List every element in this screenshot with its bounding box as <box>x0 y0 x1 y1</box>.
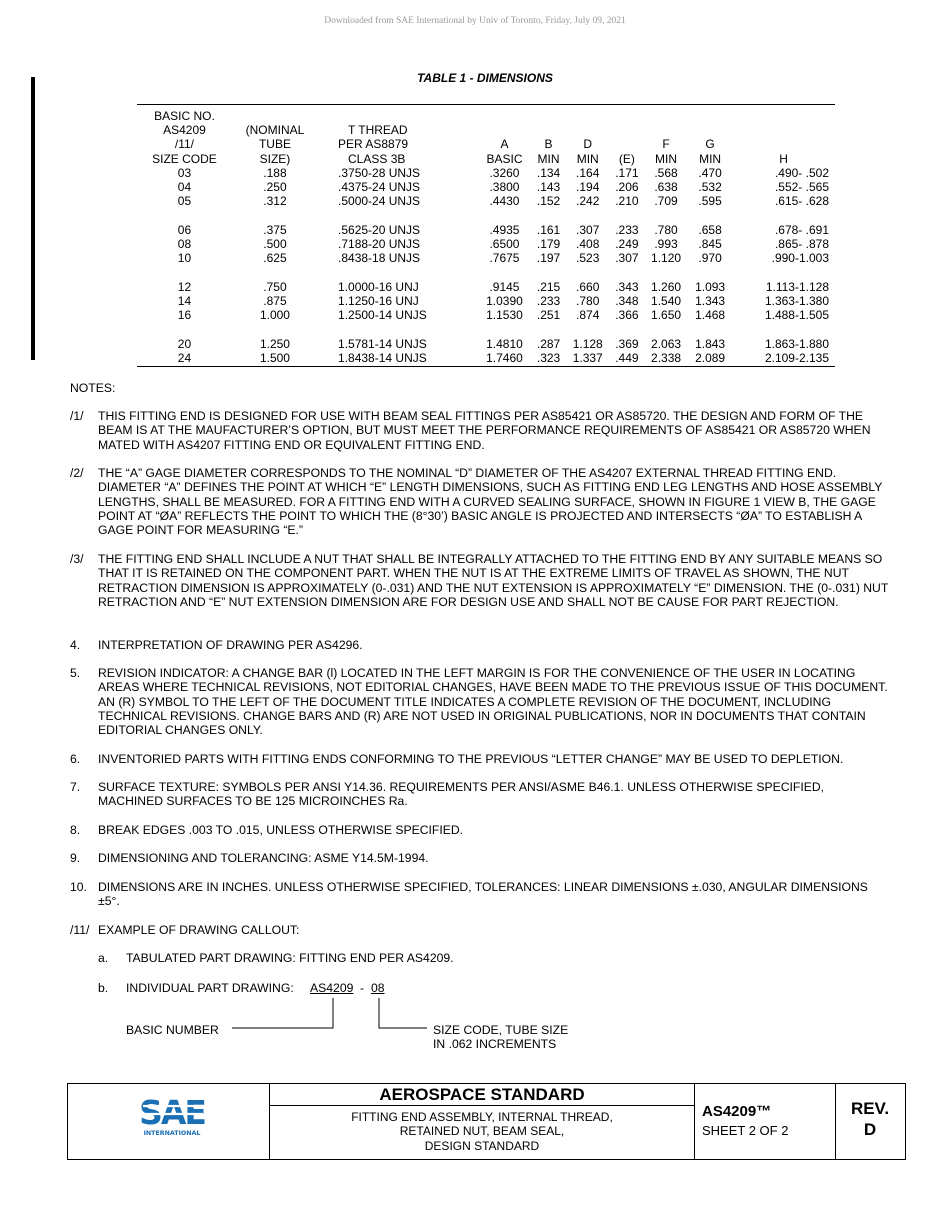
callout-a: a. TABULATED PART DRAWING: FITTING END PER AS4209. <box>98 951 454 965</box>
table-cell: 14 <box>177 294 192 309</box>
table-cell: 2.089 <box>695 351 726 366</box>
table-cell: .990-1.003 <box>771 251 829 266</box>
table-cell: .312 <box>263 194 287 209</box>
table-cell: .490- .502 <box>774 165 829 180</box>
table-cell: 24 <box>177 351 192 366</box>
sae-logo-subtext: INTERNATIONAL <box>143 1130 201 1137</box>
table-cell: .4375-24 UNJS <box>338 180 421 195</box>
table-cell: .7188-20 UNJS <box>338 237 421 252</box>
sae-logo <box>137 1094 207 1138</box>
table-cell: 1.5781-14 UNJS <box>338 337 427 352</box>
table-cell: 12 <box>177 280 192 295</box>
header-b: B MIN <box>537 137 560 166</box>
sae-logo-text: SAE <box>139 1094 205 1132</box>
standard-title: AEROSPACE STANDARD <box>270 1084 694 1106</box>
table-cell: .6500 <box>489 237 520 252</box>
header-e: (E) <box>618 151 635 166</box>
table-cell: .470 <box>698 165 722 180</box>
table-cell: 2.338 <box>651 351 682 366</box>
table-cell: .242 <box>576 194 600 209</box>
table-cell: .780 <box>576 294 600 309</box>
table-cell: .552- .565 <box>774 180 829 195</box>
revision: REV. D <box>850 1099 890 1139</box>
table-cell: 1.1250-16 UNJ <box>338 294 419 309</box>
header-a: A BASIC <box>486 137 523 166</box>
table-cell: 08 <box>177 237 192 252</box>
table-cell: .875 <box>263 294 287 309</box>
table-cell: 1.000 <box>259 308 290 323</box>
table-cell: .369 <box>615 337 639 352</box>
header-thread: T THREAD PER AS8879 CLASS 3B <box>338 123 409 166</box>
table-cell: .9145 <box>489 280 520 295</box>
sheet-number: SHEET 2 OF 2 <box>702 1123 789 1138</box>
header-tube-size: (NOMINAL TUBE SIZE) <box>245 123 305 166</box>
table-cell: .323 <box>536 351 561 366</box>
size-code-leader <box>379 998 427 1028</box>
table-cell: .845 <box>698 237 722 252</box>
table-cell: .215 <box>536 280 561 295</box>
header-size-code: BASIC NO. AS4209 /11/ SIZE CODE <box>152 109 217 166</box>
note-3: /3/ THE FITTING END SHALL INCLUDE A NUT THAT SHALL BE INTEGRALLY ATTACHED TO THE FITTING END BY ANY SUITABLE MEANS SO THAT IT IS RETAINED ON THE COMPONENT PART. WHEN THE NUT IS AT THE EXTREME LIMITS OF TRAVEL AS SHOWN, THE NUT RETRACTION DIMENSION IS APPROXIMATELY (0-.031) AND THE NUT EXTENSION IS APPROXIMATELY “E” DIMENSION. THE (0-.031) NUT RETRACTION AND “E” NUT EXTENSION DIMENSION ARE FOR DESIGN USE AND SHALL NOT BE CAUSE FOR PART REJECTION. <box>70 552 889 609</box>
table-cell: .171 <box>615 165 639 180</box>
notes-heading: NOTES: <box>70 381 116 395</box>
table-cell: 06 <box>177 222 192 237</box>
note-11: /11/ EXAMPLE OF DRAWING CALLOUT: <box>70 923 300 937</box>
note-5: 5. REVISION INDICATOR: A CHANGE BAR (l) LOCATED IN THE LEFT MARGIN IS FOR THE CONVENIENCE OF THE USER IN LOCATING AREAS WHERE TECHNICAL REVISIONS, NOT EDITORIAL CHANGES, HAVE BEEN MADE TO THE PREVIOUS ISSUE OF THIS DOCUMENT. AN (R) SYMBOL TO THE LEFT OF THE DOCUMENT TITLE INDICATES A COMPLETE REVISION OF THE DOCUMENT, INCLUDING TECHNICAL REVISIONS. CHANGE BARS AND (R) ARE NOT USED IN ORIGINAL PUBLICATIONS, NOR IN DOCUMENTS THAT CONTAIN EDITORIAL CHANGES ONLY. <box>70 666 888 738</box>
table-cell: 1.113-1.128 <box>765 280 829 295</box>
table-cell: .375 <box>263 222 287 237</box>
table-cell: 2.109-2.135 <box>764 351 829 366</box>
table-cell: 1.7460 <box>486 351 523 366</box>
header-h: H <box>779 151 788 166</box>
table-cell: .500 <box>263 237 287 252</box>
table-cell: 1.4810 <box>486 337 523 352</box>
table-cell: .449 <box>615 351 639 366</box>
table-cell: 03 <box>177 165 192 180</box>
table-cell: .3750-28 UNJS <box>338 165 421 180</box>
basic-number-leader <box>232 998 333 1028</box>
table-cell: 1.128 <box>572 337 603 352</box>
callout-size-code: 08 <box>371 981 385 995</box>
header-d: D MIN <box>576 137 599 166</box>
table-cell: .408 <box>576 237 600 252</box>
table-cell: .638 <box>654 180 678 195</box>
header-f: F MIN <box>655 137 678 166</box>
table-cell: .179 <box>536 237 561 252</box>
table-cell: .197 <box>536 251 561 266</box>
title-block-doc-cell <box>694 1083 836 1160</box>
table-cell: .287 <box>536 337 561 352</box>
document-description: FITTING END ASSEMBLY, INTERNAL THREAD, RETAINED NUT, BEAM SEAL, DESIGN STANDARD <box>351 1110 613 1153</box>
note-1: /1/ THIS FITTING END IS DESIGNED FOR USE WITH BEAM SEAL FITTINGS PER AS85421 OR AS85720. THE DESIGN AND FORM OF THE BEAM IS AT THE MAUFACTURER’S OPTION, BUT MUST MEET THE PERFORMANCE REQUIREMENTS OF AS85421 OR AS85720 WHEN MATED WITH AS4207 FITTING END OR EQUIVALENT FITTING END. <box>70 409 871 452</box>
table-cell: 2.063 <box>651 337 682 352</box>
table-cell: .568 <box>654 165 678 180</box>
callout-part-number: AS4209 <box>310 981 354 995</box>
table-cell: 1.093 <box>695 280 726 295</box>
download-watermark: Downloaded from SAE International by Univ of Toronto, Friday, July 09, 2021 <box>324 16 626 26</box>
table-cell: 1.650 <box>651 308 682 323</box>
table-cell: 1.488-1.505 <box>764 308 829 323</box>
table-cell: .210 <box>615 194 639 209</box>
table-cell: .532 <box>698 180 722 195</box>
table-cell: 1.343 <box>695 294 726 309</box>
table-cell: 1.1530 <box>486 308 523 323</box>
table-cell: .993 <box>654 237 678 252</box>
table-cell: .250 <box>263 180 287 195</box>
table-cell: 1.337 <box>572 351 603 366</box>
table-cell: .348 <box>615 294 639 309</box>
table-cell: .5000-24 UNJS <box>338 194 421 209</box>
table-cell: .780 <box>654 222 678 237</box>
table-cell: .660 <box>576 280 600 295</box>
table-cell: .233 <box>615 222 639 237</box>
note-4: 4. INTERPRETATION OF DRAWING PER AS4296. <box>70 638 363 652</box>
table-cell: 1.0390 <box>486 294 523 309</box>
header-g: G MIN <box>699 137 722 166</box>
table-cell: .4430 <box>489 194 520 209</box>
note-8: 8. BREAK EDGES .003 TO .015, UNLESS OTHERWISE SPECIFIED. <box>70 823 464 837</box>
table-cell: 04 <box>177 180 192 195</box>
note-7: 7. SURFACE TEXTURE: SYMBOLS PER ANSI Y14.36. REQUIREMENTS PER ANSI/ASME B46.1. UNLESS OTHERWISE SPECIFIED, MACHINED SURFACES TO BE 125 MICROINCHES Ra. <box>70 780 825 809</box>
table-cell: 1.843 <box>695 337 726 352</box>
table-cell: .307 <box>615 251 639 266</box>
table-cell: 1.500 <box>259 351 290 366</box>
table-cell: 1.8438-14 UNJS <box>338 351 427 366</box>
table-cell: 1.0000-16 UNJ <box>338 280 419 295</box>
table-cell: .615- .628 <box>774 194 829 209</box>
document-number: AS4209™ <box>702 1103 772 1120</box>
table-cell: .152 <box>536 194 561 209</box>
table-cell: .678- .691 <box>774 222 829 237</box>
note-2: /2/ THE “A” GAGE DIAMETER CORRESPONDS TO THE NOMINAL “D” DIAMETER OF THE AS4207 EXTERNAL THREAD FITTING END. DIAMETER “A” DEFINES THE POINT AT WHICH “E” LENGTH DIMENSIONS, SUCH AS FITTING END LEG LENGTHS AND HOSE ASSEMBLY LENGTHS, SHALL BE MEASURED. FOR A FITTING END WITH A CURVED SEALING SURFACE, SHOWN IN FIGURE 1 VIEW B, THE GAGE POINT AT “ØA” REFLECTS THE POINT TO WHICH THE (8°30’) BASIC ANGLE IS PROJECTED AND INTERSECTS “ØA” TO ESTABLISH A GAGE POINT FOR MEASURING “E.” <box>70 466 883 538</box>
table-cell: 1.250 <box>259 337 290 352</box>
table-cell: .161 <box>536 222 561 237</box>
note-9: 9. DIMENSIONING AND TOLERANCING: ASME Y14.5M-1994. <box>70 851 429 865</box>
note-6: 6. INVENTORIED PARTS WITH FITTING ENDS CONFORMING TO THE PREVIOUS “LETTER CHANGE” MAY BE USED TO DEPLETION. <box>70 752 844 766</box>
table-cell: .523 <box>576 251 600 266</box>
callout-b: b. INDIVIDUAL PART DRAWING: <box>98 981 294 995</box>
table-cell: .750 <box>263 280 287 295</box>
table-cell: .194 <box>576 180 600 195</box>
table-cell: .874 <box>576 308 600 323</box>
table-cell: .134 <box>536 165 561 180</box>
table-cell: .865- .878 <box>774 237 829 252</box>
callout-dash: - <box>360 981 365 995</box>
table-cell: .251 <box>536 308 561 323</box>
basic-number-label: BASIC NUMBER <box>126 1023 219 1037</box>
table-cell: 1.120 <box>651 251 682 266</box>
table-cell: .595 <box>698 194 722 209</box>
table-cell: 05 <box>177 194 192 209</box>
note-10: 10. DIMENSIONS ARE IN INCHES. UNLESS OTHERWISE SPECIFIED, TOLERANCES: LINEAR DIMENSIONS ±.030, ANGULAR DIMENSIONS ±5°. <box>70 880 868 909</box>
table-cell: .5625-20 UNJS <box>338 222 421 237</box>
table-cell: 1.468 <box>695 308 726 323</box>
table-cell: .658 <box>698 222 722 237</box>
table-cell: .970 <box>698 251 722 266</box>
table-cell: .143 <box>536 180 561 195</box>
table-cell: .343 <box>615 280 639 295</box>
size-code-label: SIZE CODE, TUBE SIZE IN .062 INCREMENTS <box>433 1023 569 1052</box>
table-cell: 16 <box>177 308 192 323</box>
table-cell: .206 <box>615 180 639 195</box>
table-cell: .7675 <box>489 251 520 266</box>
table-cell: 1.2500-14 UNJS <box>338 308 427 323</box>
table-cell: .709 <box>654 194 678 209</box>
table-cell: 10 <box>177 251 192 266</box>
table-cell: .233 <box>536 294 561 309</box>
table-cell: .164 <box>576 165 600 180</box>
table-cell: 1.363-1.380 <box>764 294 829 309</box>
table-cell: 1.863-1.880 <box>764 337 829 352</box>
table-cell: .366 <box>615 308 639 323</box>
table-cell: 1.260 <box>651 280 682 295</box>
table-cell: .307 <box>576 222 600 237</box>
table-cell: .4935 <box>489 222 520 237</box>
table-cell: .625 <box>263 251 287 266</box>
table-cell: .3260 <box>489 165 520 180</box>
table-cell: 1.540 <box>651 294 682 309</box>
table-cell: .8438-18 UNJS <box>338 251 421 266</box>
table-cell: .188 <box>263 165 287 180</box>
table-cell: 20 <box>177 337 192 352</box>
table-title: TABLE 1 - DIMENSIONS <box>417 71 553 85</box>
table-cell: .249 <box>615 237 639 252</box>
table-cell: .3800 <box>489 180 520 195</box>
